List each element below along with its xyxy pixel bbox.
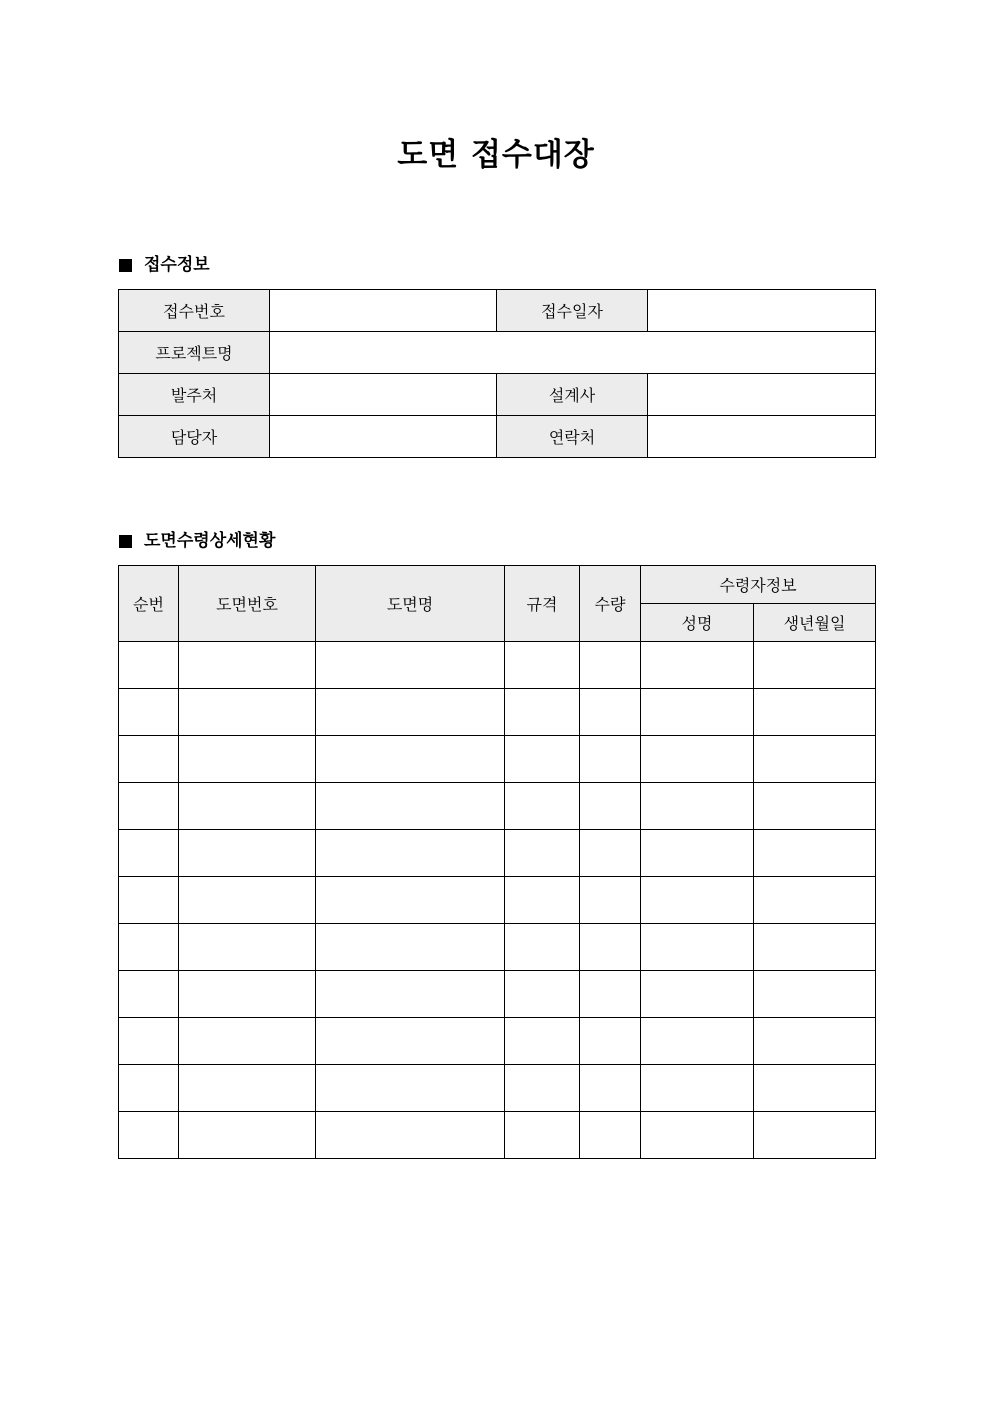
designer-label: 설계사 xyxy=(497,374,648,416)
birth-date-cell[interactable] xyxy=(754,736,876,783)
table-row xyxy=(119,830,876,877)
recipient-name-cell[interactable] xyxy=(641,924,754,971)
recipient-name-cell[interactable] xyxy=(641,830,754,877)
drawing-name-cell[interactable] xyxy=(316,924,505,971)
square-bullet-icon xyxy=(119,535,132,548)
col-header-recipient-group: 수령자정보 xyxy=(641,566,876,604)
project-name-field[interactable] xyxy=(270,332,876,374)
table-header-row xyxy=(119,566,876,604)
spec-cell[interactable] xyxy=(505,642,580,689)
qty-cell[interactable] xyxy=(580,736,641,783)
spec-cell[interactable] xyxy=(505,971,580,1018)
recipient-name-cell[interactable] xyxy=(641,689,754,736)
drawing-name-cell[interactable] xyxy=(316,830,505,877)
seq-cell[interactable] xyxy=(119,642,179,689)
section-heading-detail xyxy=(119,529,275,553)
seq-cell[interactable] xyxy=(119,1112,179,1159)
drawing-name-cell[interactable] xyxy=(316,971,505,1018)
spec-cell[interactable] xyxy=(505,1065,580,1112)
drawing-no-cell[interactable] xyxy=(179,1112,316,1159)
drawing-name-cell[interactable] xyxy=(316,1112,505,1159)
drawing-no-cell[interactable] xyxy=(179,642,316,689)
contact-label: 연락처 xyxy=(497,416,648,458)
recipient-name-cell[interactable] xyxy=(641,736,754,783)
table-row xyxy=(119,924,876,971)
spec-cell[interactable] xyxy=(505,830,580,877)
spec-cell[interactable] xyxy=(505,689,580,736)
birth-date-cell[interactable] xyxy=(754,1112,876,1159)
drawing-no-cell[interactable] xyxy=(179,924,316,971)
section-heading-label: 도면수령상세현황 xyxy=(144,531,276,551)
table-row xyxy=(119,1112,876,1159)
col-header-name: 성명 xyxy=(641,604,754,642)
birth-date-cell[interactable] xyxy=(754,642,876,689)
page-title: 도면 접수대장 xyxy=(397,137,595,173)
table-row xyxy=(119,877,876,924)
recipient-name-cell[interactable] xyxy=(641,783,754,830)
qty-cell[interactable] xyxy=(580,642,641,689)
receipt-date-label: 접수일자 xyxy=(497,290,648,332)
spec-cell[interactable] xyxy=(505,1018,580,1065)
project-name-label: 프로젝트명 xyxy=(119,332,270,374)
spec-cell[interactable] xyxy=(505,1112,580,1159)
table-row xyxy=(119,290,876,332)
col-header-spec: 규격 xyxy=(505,566,580,642)
table-row xyxy=(119,736,876,783)
drawing-no-cell[interactable] xyxy=(179,877,316,924)
contact-field[interactable] xyxy=(648,416,876,458)
seq-cell[interactable] xyxy=(119,924,179,971)
qty-cell[interactable] xyxy=(580,1018,641,1065)
receipt-date-field[interactable] xyxy=(648,290,876,332)
drawing-no-cell[interactable] xyxy=(179,971,316,1018)
client-label: 발주처 xyxy=(119,374,270,416)
col-header-birth-date: 생년월일 xyxy=(754,604,876,642)
table-row xyxy=(119,374,876,416)
drawing-receipt-detail-table xyxy=(118,565,876,1159)
drawing-no-cell[interactable] xyxy=(179,736,316,783)
drawing-no-cell[interactable] xyxy=(179,689,316,736)
drawing-name-cell[interactable] xyxy=(316,877,505,924)
table-row xyxy=(119,642,876,689)
qty-cell[interactable] xyxy=(580,924,641,971)
recipient-name-cell[interactable] xyxy=(641,1112,754,1159)
recipient-name-cell[interactable] xyxy=(641,642,754,689)
seq-cell[interactable] xyxy=(119,1018,179,1065)
table-row xyxy=(119,783,876,830)
drawing-no-cell[interactable] xyxy=(179,783,316,830)
birth-date-cell[interactable] xyxy=(754,877,876,924)
recipient-name-cell[interactable] xyxy=(641,1018,754,1065)
client-field[interactable] xyxy=(270,374,497,416)
manager-field[interactable] xyxy=(270,416,497,458)
table-row xyxy=(119,1065,876,1112)
birth-date-cell[interactable] xyxy=(754,971,876,1018)
qty-cell[interactable] xyxy=(580,1065,641,1112)
table-row xyxy=(119,332,876,374)
drawing-no-cell[interactable] xyxy=(179,1018,316,1065)
seq-cell[interactable] xyxy=(119,830,179,877)
spec-cell[interactable] xyxy=(505,877,580,924)
seq-cell[interactable] xyxy=(119,736,179,783)
birth-date-cell[interactable] xyxy=(754,689,876,736)
drawing-name-cell[interactable] xyxy=(316,642,505,689)
recipient-name-cell[interactable] xyxy=(641,877,754,924)
col-header-drawing-no: 도면번호 xyxy=(179,566,316,642)
qty-cell[interactable] xyxy=(580,830,641,877)
birth-date-cell[interactable] xyxy=(754,1018,876,1065)
drawing-no-cell[interactable] xyxy=(179,830,316,877)
section-heading-receipt-info xyxy=(119,253,210,277)
spec-cell[interactable] xyxy=(505,783,580,830)
seq-cell[interactable] xyxy=(119,877,179,924)
qty-cell[interactable] xyxy=(580,971,641,1018)
recipient-name-cell[interactable] xyxy=(641,1065,754,1112)
spec-cell[interactable] xyxy=(505,736,580,783)
recipient-name-cell[interactable] xyxy=(641,971,754,1018)
birth-date-cell[interactable] xyxy=(754,783,876,830)
table-row xyxy=(119,689,876,736)
seq-cell[interactable] xyxy=(119,971,179,1018)
drawing-name-cell[interactable] xyxy=(316,1018,505,1065)
spec-cell[interactable] xyxy=(505,924,580,971)
receipt-no-field[interactable] xyxy=(270,290,497,332)
birth-date-cell[interactable] xyxy=(754,830,876,877)
col-header-seq: 순번 xyxy=(119,566,179,642)
seq-cell[interactable] xyxy=(119,1065,179,1112)
qty-cell[interactable] xyxy=(580,877,641,924)
qty-cell[interactable] xyxy=(580,1112,641,1159)
drawing-no-cell[interactable] xyxy=(179,1065,316,1112)
qty-cell[interactable] xyxy=(580,783,641,830)
table-row xyxy=(119,1018,876,1065)
table-row xyxy=(119,971,876,1018)
receipt-no-label: 접수번호 xyxy=(119,290,270,332)
col-header-drawing-name: 도면명 xyxy=(316,566,505,642)
receipt-info-table xyxy=(118,289,876,458)
seq-cell[interactable] xyxy=(119,783,179,830)
qty-cell[interactable] xyxy=(580,689,641,736)
designer-field[interactable] xyxy=(648,374,876,416)
manager-label: 담당자 xyxy=(119,416,270,458)
birth-date-cell[interactable] xyxy=(754,1065,876,1112)
drawing-name-cell[interactable] xyxy=(316,736,505,783)
section-heading-label: 접수정보 xyxy=(144,255,210,275)
drawing-name-cell[interactable] xyxy=(316,783,505,830)
birth-date-cell[interactable] xyxy=(754,924,876,971)
drawing-name-cell[interactable] xyxy=(316,1065,505,1112)
table-row xyxy=(119,416,876,458)
seq-cell[interactable] xyxy=(119,689,179,736)
square-bullet-icon xyxy=(119,259,132,272)
drawing-name-cell[interactable] xyxy=(316,689,505,736)
col-header-qty: 수량 xyxy=(580,566,641,642)
